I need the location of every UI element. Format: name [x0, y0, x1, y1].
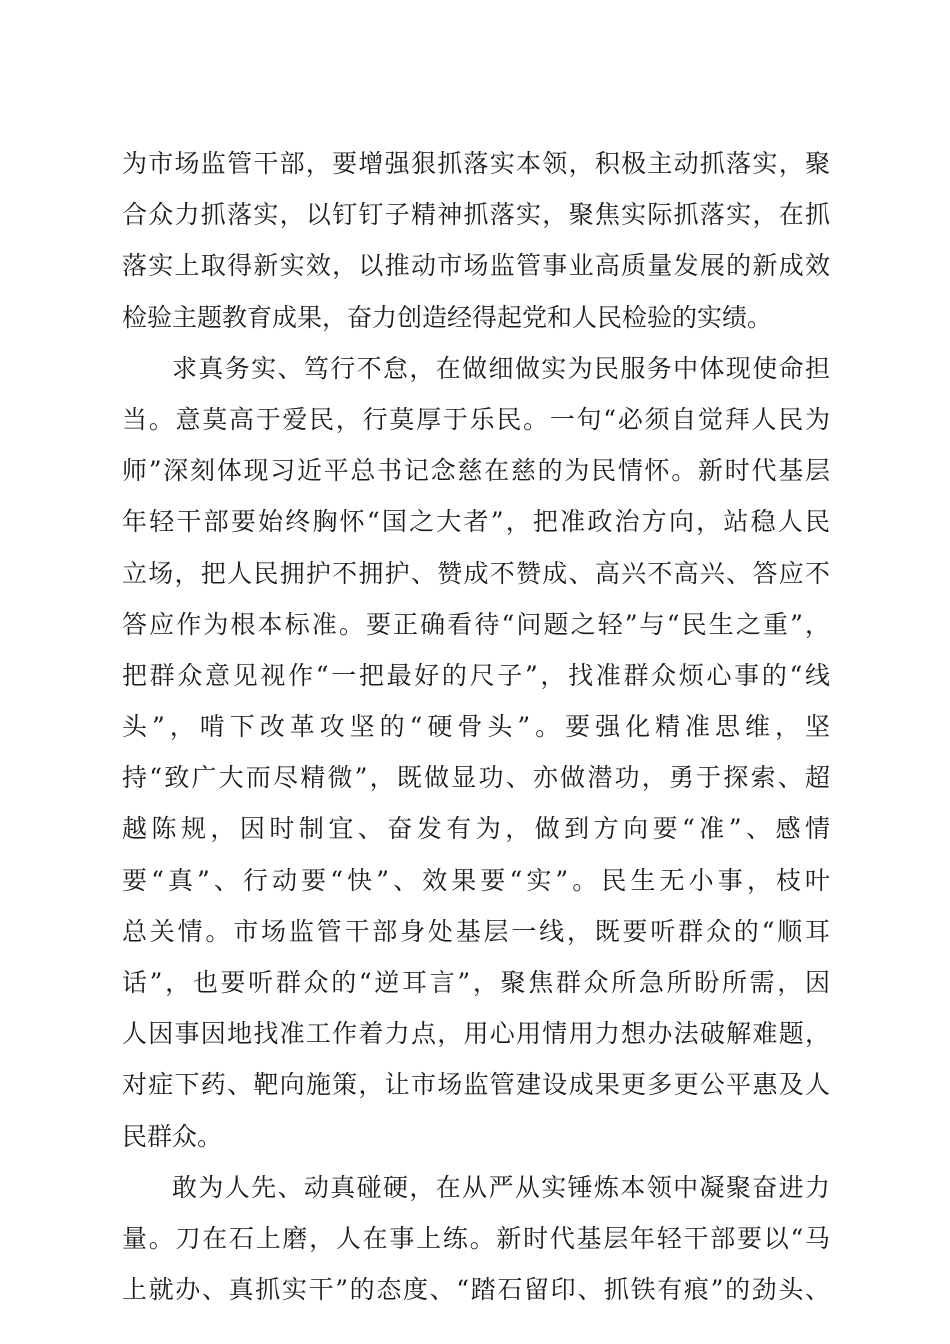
text-line: 合众力抓落实，以钉钉子精神抓落实，聚焦实际抓落实，在抓	[122, 200, 830, 230]
text-line: 把群众意见视作“一把最好的尺子”，找准群众烦心事的“线	[122, 660, 830, 690]
text-line: 要“真”、行动要“快”、效果要“实”。民生无小事，枝叶	[122, 865, 830, 895]
text-line: 上就办、真抓实干”的态度、“踏石留印、抓铁有痕”的劲头、	[122, 1275, 830, 1305]
text-line: 落实上取得新实效，以推动市场监管事业高质量发展的新成效	[122, 251, 830, 281]
text-line: 当。意莫高于爱民，行莫厚于乐民。一句“必须自觉拜人民为	[122, 404, 830, 434]
text-line: 人因事因地找准工作着力点，用心用情用力想办法破解难题，	[122, 1019, 830, 1049]
text-line: 量。刀在石上磨，人在事上练。新时代基层年轻干部要以“马	[122, 1223, 830, 1253]
text-line: 对症下药、靶向施策，让市场监管建设成果更多更公平惠及人	[122, 1070, 830, 1100]
text-line: 年轻干部要始终胸怀“国之大者”，把准政治方向，站稳人民	[122, 507, 830, 537]
text-line: 越陈规，因时制宜、奋发有为，做到方向要“准”、感情	[122, 814, 830, 844]
text-line: 总关情。市场监管干部身处基层一线，既要听群众的“顺耳	[122, 916, 830, 946]
text-line: 头”，啃下改革攻坚的“硬骨头”。要强化精准思维，坚	[122, 712, 830, 742]
text-line: 答应作为根本标准。要正确看待“问题之轻”与“民生之重”，	[122, 609, 830, 639]
text-line: 检验主题教育成果，奋力创造经得起党和人民检验的实绩。	[122, 302, 773, 332]
paragraph-2	[122, 343, 830, 1162]
text-line: 求真务实、笃行不怠，在做细做实为民服务中体现使命担	[172, 353, 830, 383]
text-line: 持“致广大而尽精微”，既做显功、亦做潜功，勇于探索、超	[122, 763, 830, 793]
body-text	[122, 138, 830, 1315]
text-line: 为市场监管干部，要增强狠抓落实本领，积极主动抓落实，聚	[122, 149, 830, 178]
text-line: 师”深刻体现习近平总书记念慈在慈的为民情怀。新时代基层	[122, 456, 830, 486]
paragraph-3	[122, 1162, 830, 1316]
text-line: 敢为人先、动真碰硬，在从严从实锤炼本领中凝聚奋进力	[172, 1172, 830, 1202]
text-line: 立场，把人民拥护不拥护、赞成不赞成、高兴不高兴、答应不	[122, 558, 830, 588]
paragraph-1	[122, 138, 830, 343]
text-line: 话”，也要听群众的“逆耳言”，聚焦群众所急所盼所需，因	[122, 968, 830, 997]
text-line: 民群众。	[122, 1121, 223, 1151]
